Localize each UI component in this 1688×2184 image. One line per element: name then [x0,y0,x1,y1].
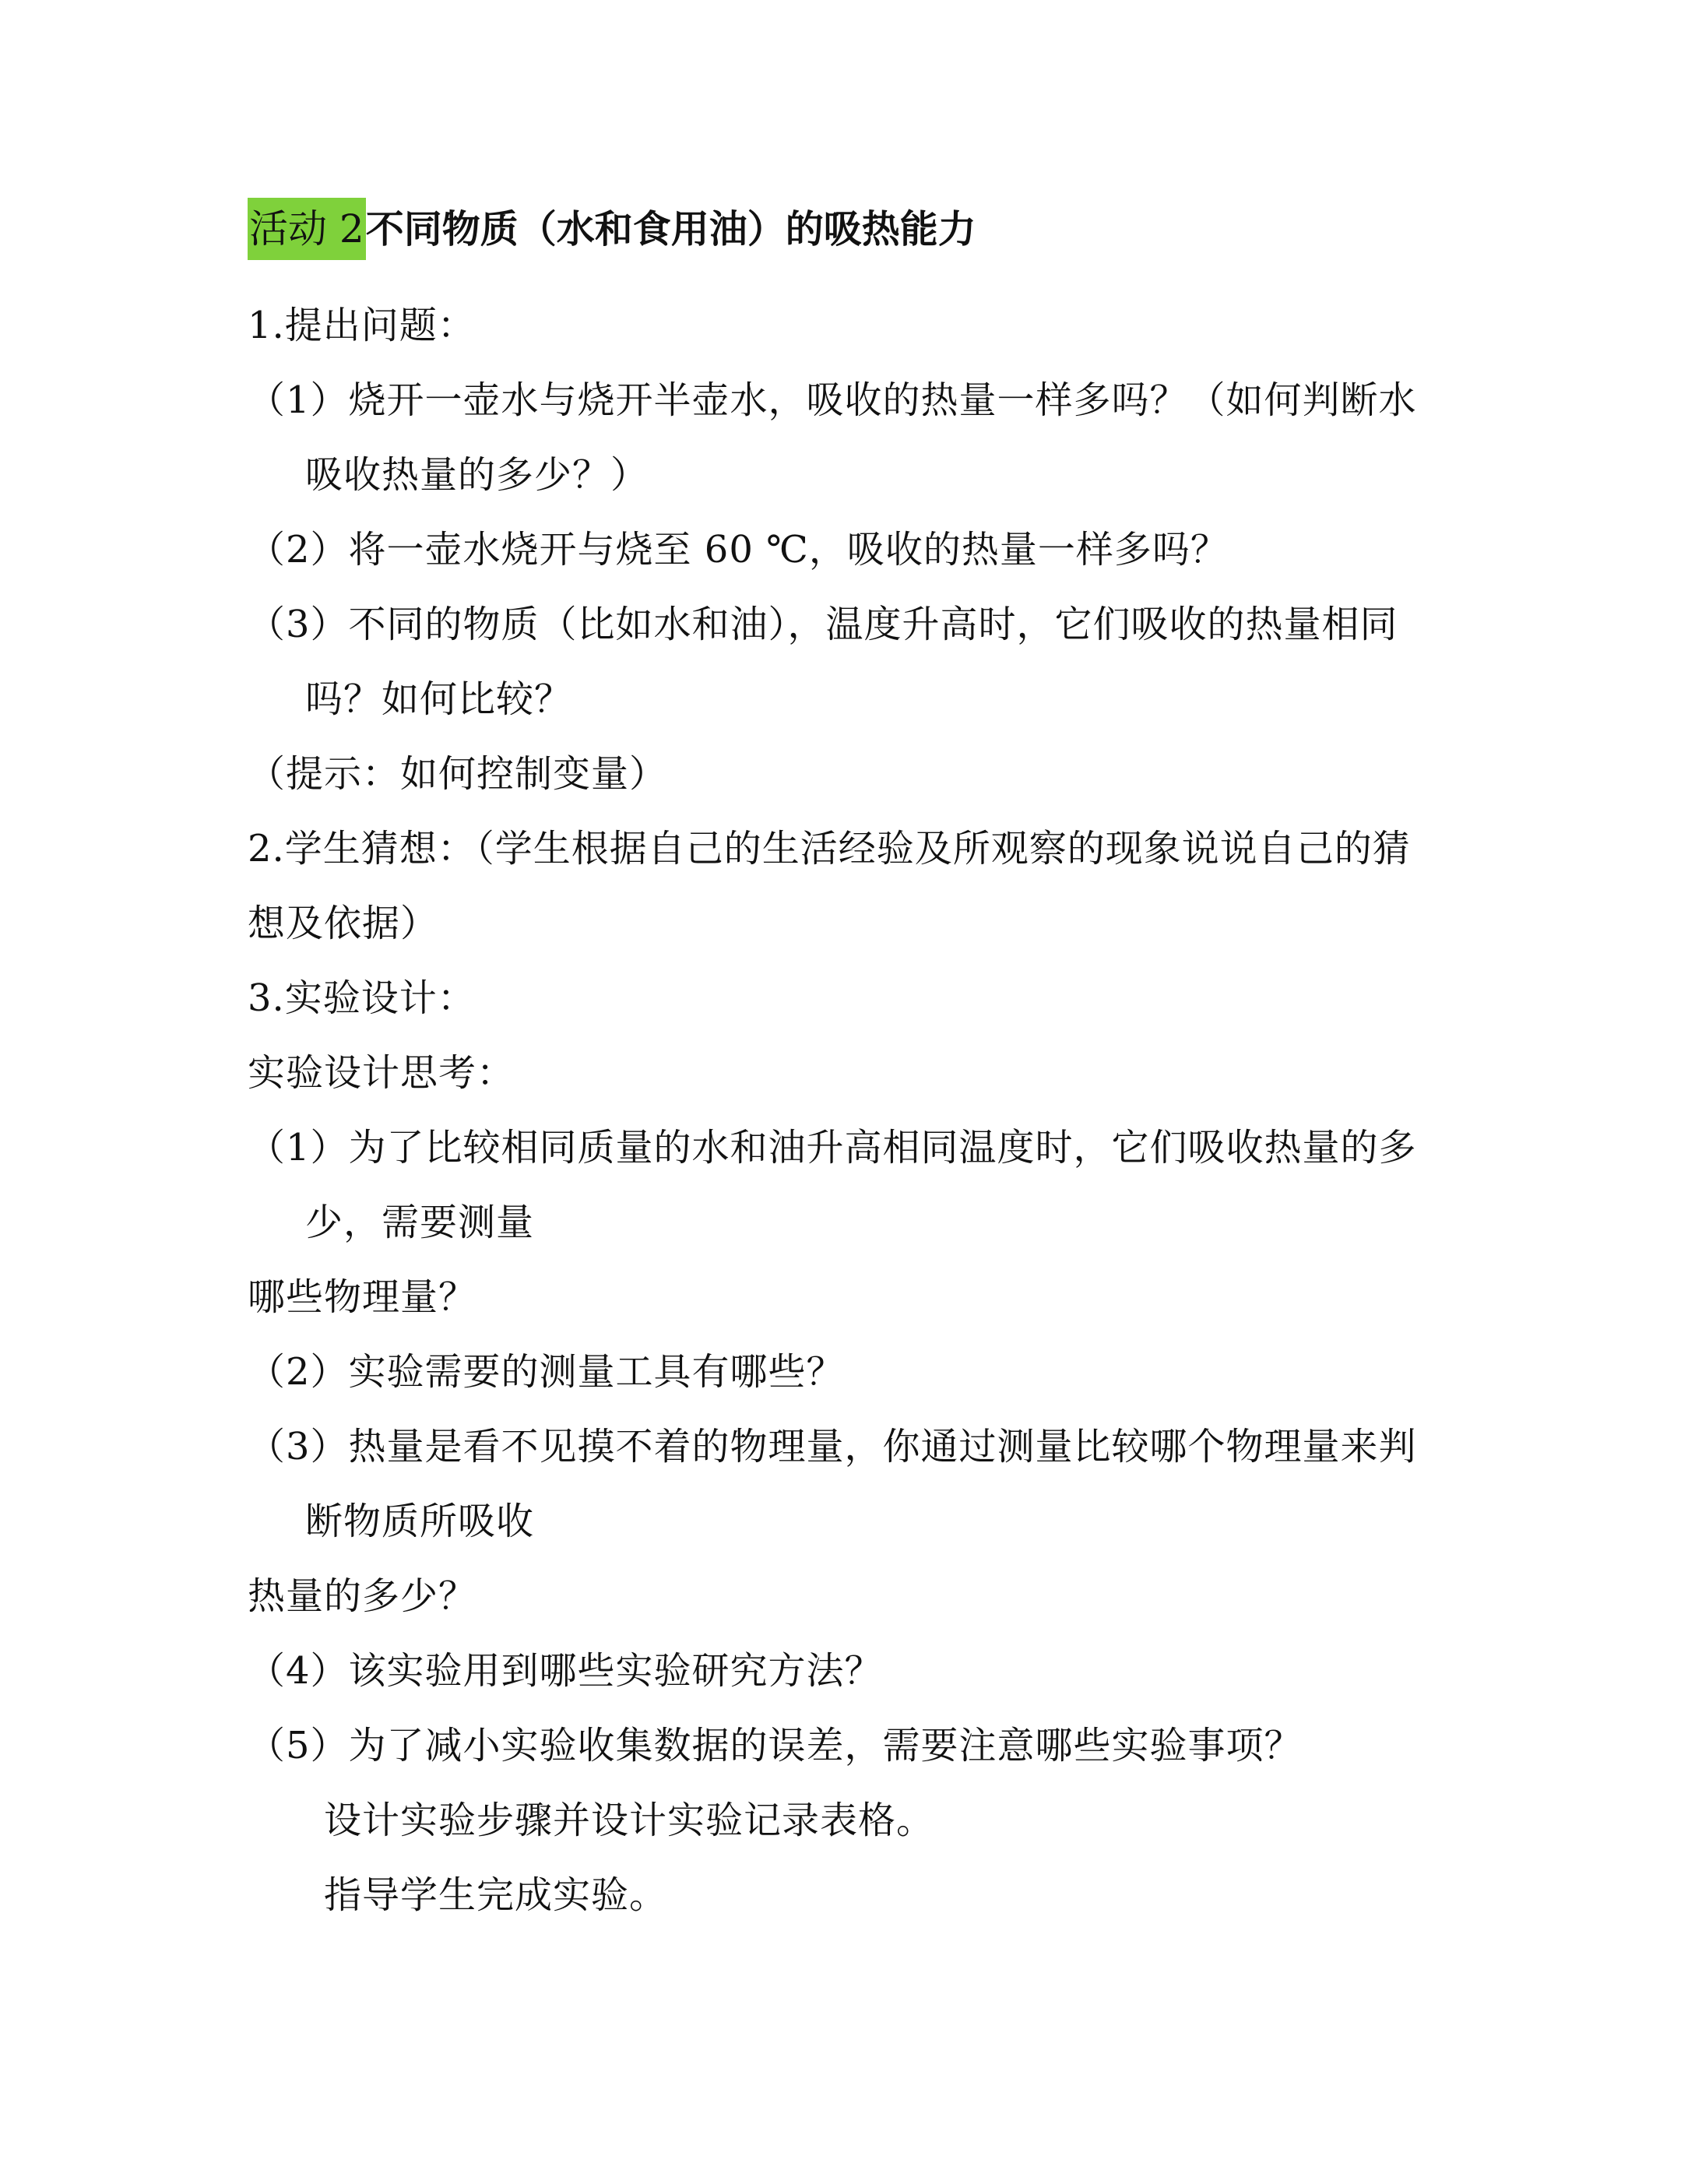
design-steps-instruction: 设计实验步骤并设计实验记录表格。 [324,1799,935,1842]
section-ask-question: 1.提出问题： [248,304,476,347]
design-question-3-line-2: 断物质所吸收 [305,1500,535,1543]
question-3-line-1: （3）不同的物质（比如水和油），温度升高时，它们吸收的热量相同 [248,603,1398,646]
design-question-3-line-3: 热量的多少？ [248,1574,477,1618]
design-question-1-line-2: 少，需要测量 [305,1201,535,1244]
activity-heading [248,198,976,261]
design-question-1-line-3: 哪些物理量？ [248,1275,477,1319]
design-question-5: （5）为了减小实验收集数据的误差，需要注意哪些实验事项？ [248,1724,1303,1767]
guide-students-instruction: 指导学生完成实验。 [324,1873,668,1917]
section-student-guess-line-1: 2.学生猜想：（学生根据自己的生活经验及所观察的现象说说自己的猜 [248,827,1411,870]
activity-tag: 活动 2 [248,198,366,260]
activity-title: 不同物质（水和食用油）的吸热能力 [365,207,976,251]
design-thinking-heading: 实验设计思考： [248,1051,515,1095]
question-3-line-2: 吗？如何比较？ [305,677,573,721]
design-question-3-line-1: （3）热量是看不见摸不着的物理量，你通过测量比较哪个物理量来判 [248,1425,1417,1468]
question-2: （2）将一壶水烧开与烧至 60 ℃，吸收的热量一样多吗？ [248,528,1229,571]
design-question-1-line-1: （1）为了比较相同质量的水和油升高相同温度时，它们吸收热量的多 [248,1126,1417,1169]
design-question-2: （2）实验需要的测量工具有哪些？ [248,1350,845,1394]
section-student-guess-line-2: 想及依据） [248,902,439,945]
question-1-line-1: （1）烧开一壶水与烧开半壶水，吸收的热量一样多吗？（如何判断水 [248,378,1417,422]
hint: （提示：如何控制变量） [248,752,668,796]
design-question-4: （4）该实验用到哪些实验研究方法？ [248,1649,883,1693]
question-1-line-2: 吸收热量的多少？） [305,453,649,497]
section-experiment-design: 3.实验设计： [248,976,476,1020]
